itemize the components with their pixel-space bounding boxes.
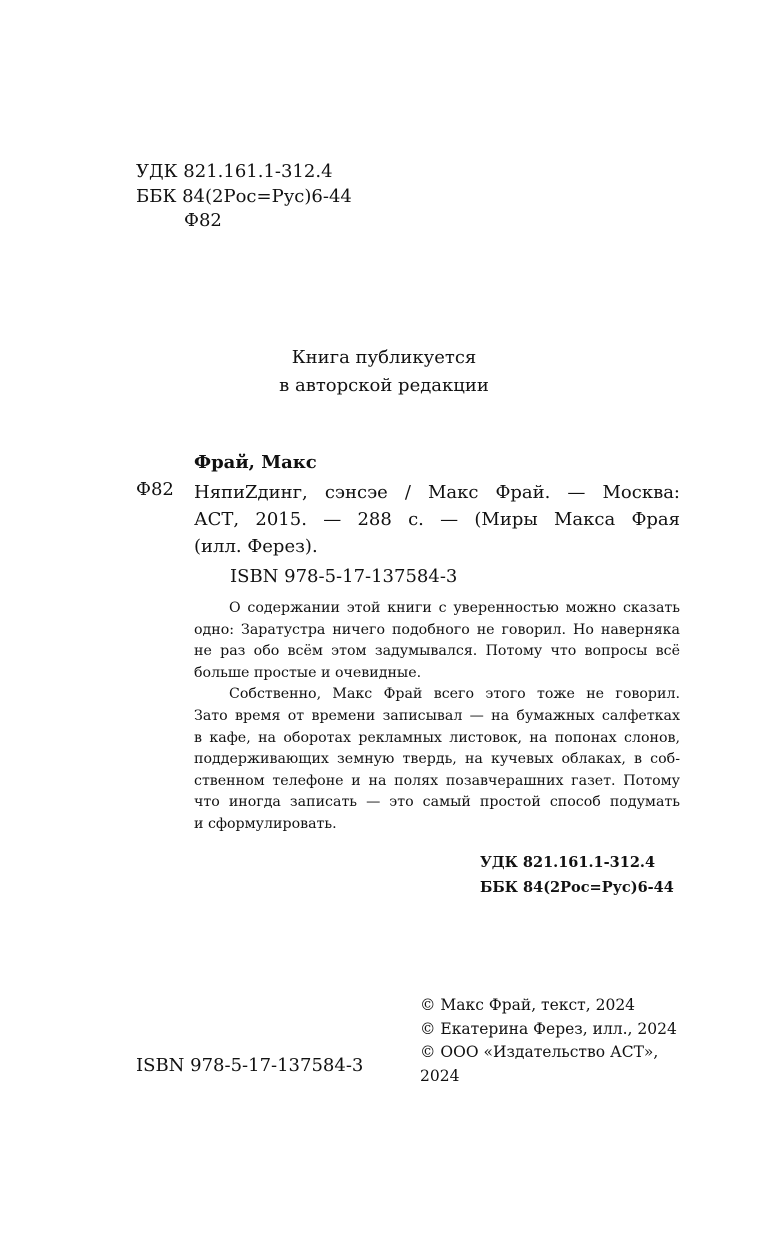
udk-code: УДК 821.161.1-312.4 <box>136 161 333 182</box>
annotation-line: что иногда записать — это самый простой способ подумать <box>194 794 680 811</box>
notice-line: Книга публикуется <box>291 347 477 368</box>
copyright-line: © ООО «Издательство АСТ», <box>420 1043 659 1061</box>
copyright-block <box>420 994 677 1088</box>
isbn-bottom: ISBN 978-5-17-137584-3 <box>136 1055 364 1076</box>
author-mark: Ф82 <box>184 210 222 231</box>
description-line: НяпиZдинг, сэнсэе / Макс Фрай. — Москва: <box>194 482 680 503</box>
annotation-line: поддерживающих земную твердь, на кучевых облаках, в соб- <box>194 751 680 768</box>
description-line: (илл. Ферез). <box>194 536 318 557</box>
bibliographic-description <box>194 479 680 560</box>
copyright-line: 2024 <box>420 1066 460 1085</box>
annotation-line: не раз обо всём этом задумывался. Потому что вопросы всё <box>194 643 680 660</box>
annotation-line: О содержании этой книги с уверенностью можно сказать <box>229 600 680 616</box>
classification-codes-top <box>136 160 352 234</box>
author-heading: Фрай, Макс <box>194 452 317 473</box>
classification-codes-bottom <box>480 851 674 900</box>
udk-code: УДК 821.161.1-312.4 <box>480 854 656 871</box>
annotation-line: ственном телефоне и на полях позавчерашних газет. Потому <box>194 772 680 789</box>
notice-line: в авторской редакции <box>279 375 489 396</box>
annotation-line: Собственно, Макс Фрай всего этого тоже не говорил. <box>229 686 680 703</box>
annotation-line: одно: Заратустра ничего подобного не говорил. Но наверняка <box>194 621 680 638</box>
cutter-mark: Ф82 <box>136 479 174 500</box>
annotation-line: в кафе, на оборотах рекламных листовок, на попонах слонов, <box>194 729 680 746</box>
isbn-entry: ISBN 978-5-17-137584-3 <box>230 566 458 587</box>
annotation-line: больше простые и очевидные. <box>194 664 422 681</box>
bbk-code: ББК 84(2Рос=Рус)6-44 <box>136 185 352 207</box>
bbk-code: ББК 84(2Рос=Рус)6-44 <box>480 878 674 896</box>
copyright-line: © Макс Фрай, текст, 2024 <box>420 996 636 1014</box>
annotation-line: Зато время от времени записывал — на бумажных салфетках <box>194 707 680 724</box>
description-line: АСТ, 2015. — 288 с. — (Миры Макса Фрая <box>194 509 680 530</box>
edition-notice <box>0 344 768 400</box>
annotation <box>194 598 680 836</box>
copyright-line: © Екатерина Ферез, илл., 2024 <box>420 1019 677 1038</box>
annotation-line: и сформулировать. <box>194 815 337 832</box>
